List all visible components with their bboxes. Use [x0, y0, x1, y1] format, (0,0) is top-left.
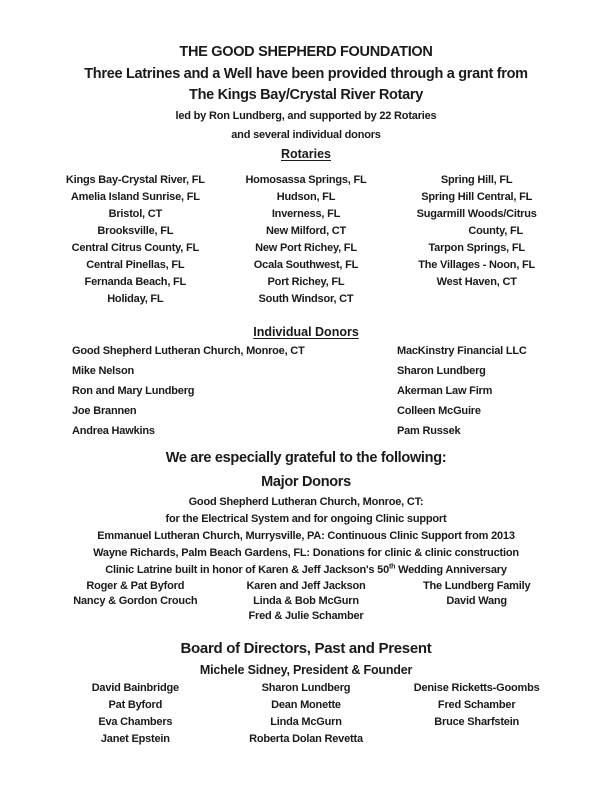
- board-member: Linda McGurn: [270, 716, 342, 728]
- anniversary-line: [0, 562, 612, 579]
- major-donors-column-2: [221, 579, 392, 624]
- rotaries-heading: Rotaries: [280, 147, 332, 161]
- board-member: Bruce Sharfstein: [434, 716, 520, 728]
- rotary-club: Spring Hill Central, FL: [421, 191, 533, 203]
- individual-donor: Colleen McGuire: [397, 405, 481, 417]
- rotary-club: Holiday, FL: [107, 293, 164, 305]
- major-donors-column-1: [50, 579, 221, 624]
- rotary-club: Bristol, CT: [108, 208, 163, 220]
- major-donor-note: for the Electrical System and for ongoing Clinic support: [165, 513, 447, 525]
- rotaries-column-2: [221, 172, 392, 308]
- individual-donor: Andrea Hawkins: [72, 425, 155, 437]
- anniversary-text-pre: Clinic Latrine built in honor of Karen & Jeff Jackson's 50: [105, 564, 390, 576]
- rotaries-column-1: [50, 172, 221, 308]
- subtitle-grant: Three Latrines and a Well have been provided through a grant from: [84, 66, 528, 82]
- ordinal-suffix: th: [389, 563, 396, 571]
- major-donor-notes: [0, 494, 612, 579]
- major-donor: Fred & Julie Schamber: [248, 610, 364, 622]
- grateful-heading: We are especially grateful to the following:: [165, 450, 447, 466]
- board-section: [0, 638, 612, 748]
- rotary-club: Inverness, FL: [271, 208, 341, 220]
- board-member: David Bainbridge: [91, 682, 179, 694]
- subtitle-rotary-name: The Kings Bay/Crystal River Rotary: [189, 87, 423, 103]
- rotary-club: The Villages - Noon, FL: [418, 259, 536, 271]
- individual-donor: MacKinstry Financial LLC: [397, 345, 527, 357]
- major-donors-section: [0, 446, 612, 624]
- individual-donors-right-column: [397, 341, 527, 441]
- individual-donor: Good Shepherd Lutheran Church, Monroe, CT: [72, 345, 305, 357]
- major-donors-names: [50, 579, 562, 624]
- major-donor: Roger & Pat Byford: [86, 580, 185, 592]
- major-donor: Karen and Jeff Jackson: [246, 580, 366, 592]
- individual-donors-heading: Individual Donors: [253, 325, 359, 339]
- rotary-club: Hudson, FL: [276, 191, 336, 203]
- major-donor: David Wang: [446, 595, 507, 607]
- subtitle-donors-note: and several individual donors: [231, 129, 381, 141]
- rotary-club: Central Pinellas, FL: [86, 259, 185, 271]
- subtitle-led-by: led by Ron Lundberg, and supported by 22 Rotaries: [175, 110, 437, 122]
- rotary-club: Kings Bay-Crystal River, FL: [65, 174, 205, 186]
- major-donor-note: Good Shepherd Lutheran Church, Monroe, CT:: [188, 496, 424, 508]
- major-donor-note: Wayne Richards, Palm Beach Gardens, FL: Donations for clinic & clinic construction: [93, 547, 519, 559]
- rotaries-list: [50, 172, 562, 308]
- board-member: Eva Chambers: [98, 716, 173, 728]
- major-donors-heading: Major Donors: [261, 474, 351, 490]
- individual-donors-left-column: [72, 341, 305, 441]
- major-donor: Nancy & Gordon Crouch: [73, 595, 198, 607]
- individual-donor: Pam Russek: [397, 425, 461, 437]
- major-donor-note: Emmanuel Lutheran Church, Murrysville, PA: Continuous Clinic Support from 2013: [97, 530, 515, 542]
- rotary-club: Sugarmill Woods/Citrus: [416, 208, 537, 220]
- major-donor: The Lundberg Family: [422, 580, 531, 592]
- individual-donor: Akerman Law Firm: [397, 385, 493, 397]
- rotary-club: South Windsor, CT: [258, 293, 354, 305]
- rotary-club: New Port Richey, FL: [255, 242, 357, 254]
- rotary-club: Port Richey, FL: [267, 276, 345, 288]
- document-header: [0, 40, 612, 164]
- rotary-club: West Haven, CT: [436, 276, 517, 288]
- rotary-club: Brooksville, FL: [97, 225, 174, 237]
- board-member: Pat Byford: [108, 699, 163, 711]
- board-column-1: [50, 680, 221, 748]
- major-donors-column-3: [391, 579, 562, 624]
- board-member: Fred Schamber: [437, 699, 516, 711]
- board-members: [50, 680, 562, 748]
- rotary-club: Central Citrus County, FL: [71, 242, 200, 254]
- rotary-club: Fernanda Beach, FL: [84, 276, 187, 288]
- anniversary-text-post: Wedding Anniversary: [395, 564, 507, 576]
- rotary-club: County, FL: [468, 225, 523, 237]
- board-president: Michele Sidney, President & Founder: [199, 663, 413, 677]
- individual-donor: Sharon Lundberg: [397, 365, 486, 377]
- board-member: Denise Ricketts-Goombs: [413, 682, 540, 694]
- rotary-club: Amelia Island Sunrise, FL: [70, 191, 200, 203]
- rotary-club: New Milford, CT: [265, 225, 347, 237]
- individual-donor: Joe Brannen: [72, 405, 137, 417]
- major-donor: Linda & Bob McGurn: [253, 595, 359, 607]
- board-member: Dean Monette: [271, 699, 341, 711]
- rotary-club: Spring Hill, FL: [440, 174, 513, 186]
- board-member: Roberta Dolan Revetta: [249, 733, 363, 745]
- rotaries-column-3: [391, 172, 562, 308]
- board-member: Janet Epstein: [100, 733, 170, 745]
- board-column-3: [391, 680, 562, 748]
- board-member: Sharon Lundberg: [261, 682, 351, 694]
- rotary-club: Tarpon Springs, FL: [428, 242, 525, 254]
- individual-donor: Ron and Mary Lundberg: [72, 385, 195, 397]
- rotary-club: Ocala Southwest, FL: [253, 259, 359, 271]
- board-heading: Board of Directors, Past and Present: [180, 640, 432, 657]
- individual-donor: Mike Nelson: [72, 365, 134, 377]
- rotary-club: Homosassa Springs, FL: [245, 174, 367, 186]
- board-column-2: [221, 680, 392, 748]
- page-title: THE GOOD SHEPHERD FOUNDATION: [179, 44, 433, 60]
